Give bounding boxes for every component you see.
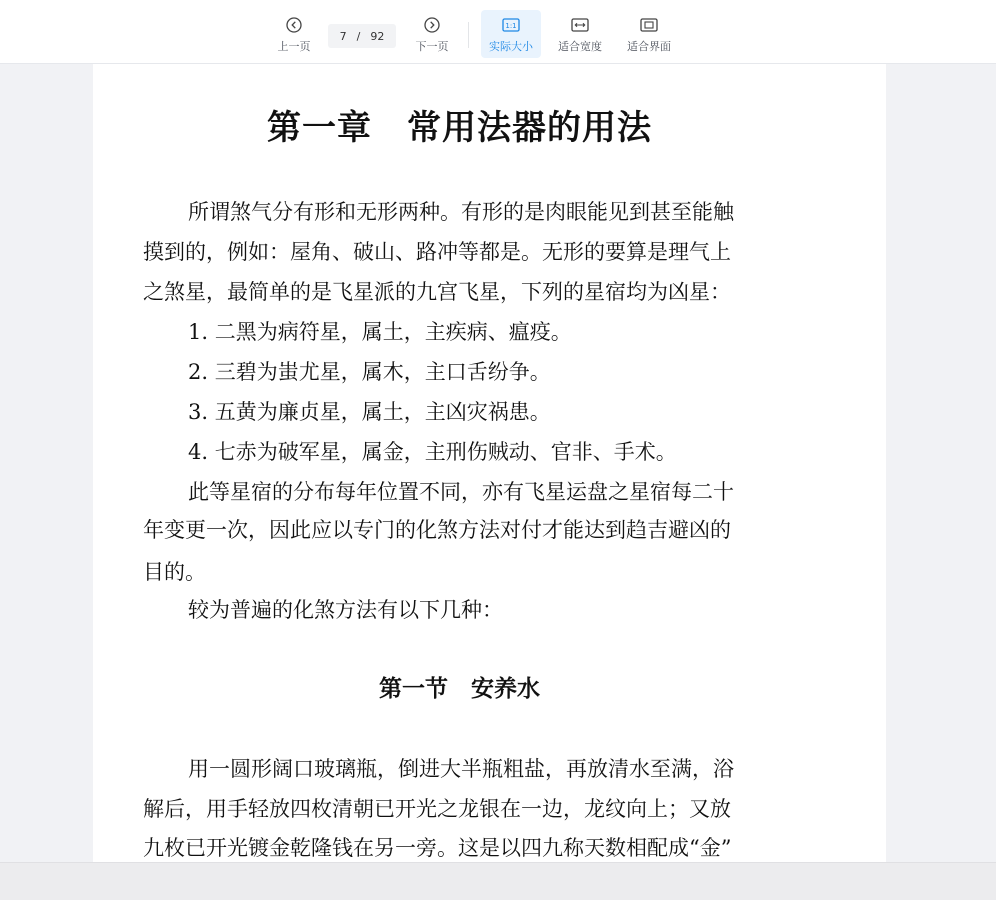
fit-width-button[interactable]: [553, 10, 607, 58]
next-page-label: 下一页: [415, 40, 449, 53]
actual-size-icon: [502, 14, 520, 36]
document-page: [93, 64, 886, 862]
current-page-input[interactable]: 7: [339, 29, 347, 43]
viewer-toolbar: [0, 0, 996, 64]
text-line: 所谓煞气分有形和无形两种。有形的是肉眼能见到甚至能触: [188, 200, 734, 224]
chevron-left-circle-icon: [286, 14, 302, 36]
actual-size-icon-text: 1:1: [505, 22, 517, 30]
list-item: 4. 七赤为破军星，属金，主刑伤贼动、官非、手术。: [188, 440, 677, 464]
page-indicator[interactable]: [328, 24, 396, 48]
text-line: 九枚已开光镀金乾隆钱在另一旁。这是以四九称天数相配成“金”: [143, 836, 732, 860]
text-line: 较为普遍的化煞方法有以下几种：: [188, 598, 503, 622]
text-line: 用一圆形阔口玻璃瓶，倒进大半瓶粗盐，再放清水至满，浴: [188, 757, 734, 781]
list-item: 1. 二黑为病符星，属土，主疾病、瘟疫。: [188, 320, 572, 344]
list-item: 3. 五黄为廉贞星，属土，主凶灾祸患。: [188, 400, 551, 424]
prev-page-label: 上一页: [277, 40, 311, 53]
chevron-right-circle-icon: [424, 14, 440, 36]
fit-width-label: 适合宽度: [558, 40, 602, 53]
text-line: 摸到的，例如：屋角、破山、路冲等都是。无形的要算是理气上: [143, 240, 731, 264]
fit-page-label: 适合界面: [627, 40, 671, 53]
toolbar-divider: [468, 22, 469, 48]
actual-size-label: 实际大小: [489, 40, 533, 53]
next-page-button[interactable]: [410, 10, 454, 58]
total-pages: 92: [370, 29, 385, 43]
page-separator: /: [356, 29, 361, 43]
fit-width-icon: [571, 14, 589, 36]
chapter-title: 第一章 常用法器的用法: [267, 108, 652, 148]
text-line: 年变更一次，因此应以专门的化煞方法对付才能达到趋吉避凶的: [143, 518, 731, 542]
horizontal-scrollbar[interactable]: [0, 862, 996, 900]
prev-page-button[interactable]: [272, 10, 316, 58]
text-line: 解后，用手轻放四枚清朝已开光之龙银在一边，龙纹向上；又放: [143, 797, 731, 821]
text-line: 之煞星，最简单的是飞星派的九宫飞星，下列的星宿均为凶星：: [143, 280, 731, 304]
section-title: 第一节 安养水: [379, 675, 540, 702]
text-line: 此等星宿的分布每年位置不同，亦有飞星运盘之星宿每二十: [188, 480, 734, 504]
text-line: 目的。: [143, 560, 206, 584]
actual-size-button[interactable]: [481, 10, 541, 58]
list-item: 2. 三碧为蚩尤星，属木，主口舌纷争。: [188, 360, 551, 384]
fit-page-icon: [640, 14, 658, 36]
fit-page-button[interactable]: [622, 10, 676, 58]
